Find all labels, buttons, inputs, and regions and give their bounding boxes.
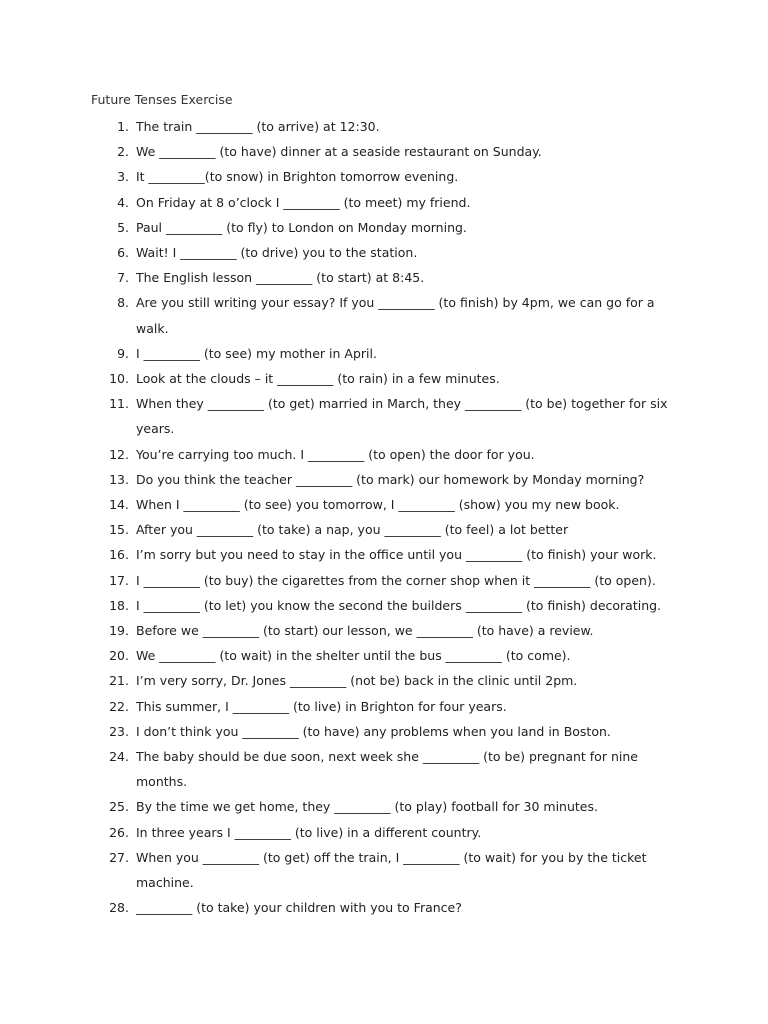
exercise-item [0,442,768,467]
exercise-item [0,190,768,215]
exercise-sentence: In three years I _________ (to live) in a different country. [136,824,482,840]
exercise-item [0,568,768,593]
exercise-sentence: Before we _________ (to start) our lesson, we _________ (to have) a review. [136,623,594,639]
exercise-item [0,643,768,668]
exercise-number: 26. [109,824,129,840]
exercise-number: 11. [109,396,129,412]
exercise-number: 7. [117,270,129,286]
exercise-item [0,290,768,340]
exercise-item [0,467,768,492]
exercise-number: 25. [109,799,129,815]
exercise-item [0,719,768,744]
exercise-item [0,215,768,240]
exercise-item [0,517,768,542]
exercise-number: 6. [117,245,129,261]
exercise-sentence: This summer, I _________ (to live) in Brighton for four years. [136,698,507,714]
exercise-item [0,744,768,794]
exercise-item [0,694,768,719]
exercise-sentence: I _________ (to buy) the cigarettes from the corner shop when it _________ (to open). [136,572,656,588]
exercise-number: 4. [117,194,129,210]
exercise-number: 21. [109,673,129,689]
exercise-item [0,492,768,517]
exercise-list [0,114,768,921]
exercise-sentence: Paul _________ (to fly) to London on Monday morning. [136,219,467,235]
exercise-sentence: The English lesson _________ (to start) at 8:45. [136,270,425,286]
exercise-number: 24. [109,749,129,765]
exercise-number: 27. [109,849,129,865]
exercise-sentence: We _________ (to wait) in the shelter until the bus _________ (to come). [136,648,571,664]
exercise-item [0,895,768,920]
document-title: Future Tenses Exercise [91,92,233,107]
exercise-sentence: The baby should be due soon, next week she _________ (to be) pregnant for nine months. [136,749,638,790]
exercise-number: 28. [109,900,129,916]
exercise-sentence: _________ (to take) your children with you to France? [136,900,462,916]
exercise-item [0,391,768,441]
exercise-sentence: When they _________ (to get) married in March, they _________ (to be) together for six years. [136,396,668,437]
exercise-number: 19. [109,623,129,639]
exercise-number: 18. [109,597,129,613]
exercise-number: 23. [109,723,129,739]
exercise-number: 13. [109,471,129,487]
exercise-sentence: It _________(to snow) in Brighton tomorrow evening. [136,169,459,185]
exercise-number: 15. [109,522,129,538]
exercise-number: 2. [117,144,129,160]
exercise-item [0,794,768,819]
exercise-sentence: I don’t think you _________ (to have) any problems when you land in Boston. [136,723,611,739]
exercise-sentence: After you _________ (to take) a nap, you _________ (to feel) a lot better [136,522,569,538]
exercise-number: 16. [109,547,129,563]
exercise-sentence: I’m sorry but you need to stay in the office until you _________ (to finish) your work. [136,547,657,563]
exercise-item [0,845,768,895]
exercise-item [0,618,768,643]
exercise-number: 5. [117,219,129,235]
exercise-item [0,164,768,189]
exercise-number: 9. [117,345,129,361]
exercise-sentence: When I _________ (to see) you tomorrow, I _________ (show) you my new book. [136,497,620,513]
exercise-number: 8. [117,295,129,311]
exercise-item [0,341,768,366]
exercise-item [0,542,768,567]
exercise-item [0,240,768,265]
exercise-item [0,114,768,139]
exercise-sentence: I’m very sorry, Dr. Jones _________ (not be) back in the clinic until 2pm. [136,673,578,689]
exercise-number: 3. [117,169,129,185]
exercise-number: 12. [109,446,129,462]
exercise-item [0,593,768,618]
exercise-item [0,265,768,290]
exercise-item [0,820,768,845]
exercise-sentence: By the time we get home, they _________ (to play) football for 30 minutes. [136,799,598,815]
exercise-item [0,668,768,693]
exercise-sentence: The train _________ (to arrive) at 12:30. [136,119,380,134]
exercise-item [0,366,768,391]
exercise-item [0,139,768,164]
exercise-sentence: On Friday at 8 o’clock I _________ (to meet) my friend. [136,194,471,210]
exercise-number: 17. [109,572,129,588]
exercise-sentence: You’re carrying too much. I _________ (to open) the door for you. [136,446,535,462]
exercise-number: 20. [109,648,129,664]
exercise-number: 22. [109,698,129,714]
exercise-sentence: I _________ (to let) you know the second the builders _________ (to finish) decorating. [136,597,662,613]
exercise-sentence: We _________ (to have) dinner at a seaside restaurant on Sunday. [136,144,542,160]
exercise-number: 14. [109,497,129,513]
exercise-sentence: Wait! I _________ (to drive) you to the station. [136,245,418,261]
exercise-sentence: I _________ (to see) my mother in April. [136,345,377,361]
exercise-sentence: Look at the clouds – it _________ (to rain) in a few minutes. [136,371,500,387]
exercise-number: 1. [117,119,129,134]
exercise-sentence: When you _________ (to get) off the train, I _________ (to wait) for you by the ticket machine. [136,849,647,891]
exercise-sentence: Are you still writing your essay? If you _________ (to finish) by 4pm, we can go for a walk. [136,295,655,336]
exercise-sentence: Do you think the teacher _________ (to mark) our homework by Monday morning? [136,471,645,487]
exercise-number: 10. [109,371,129,387]
